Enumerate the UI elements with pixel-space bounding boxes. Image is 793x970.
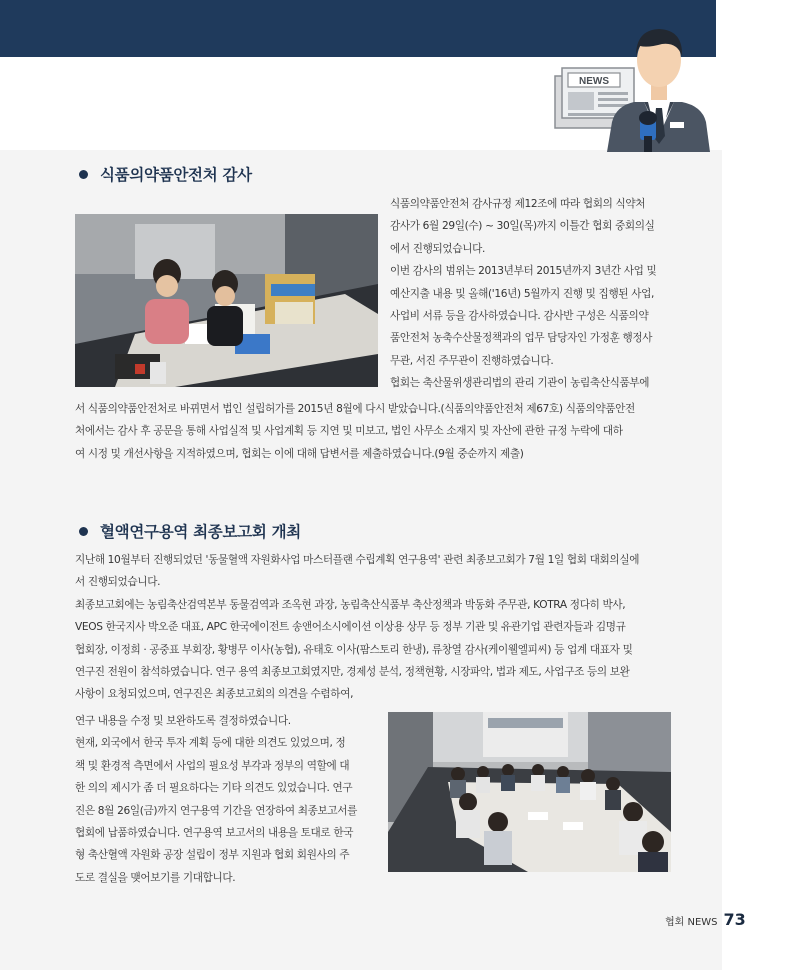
text-line: 연구 내용을 수정 및 보완하도록 결정하였습니다. bbox=[75, 715, 291, 727]
text-line: 진은 8월 26일(금)까지 연구용역 기간을 연장하여 최종보고서를 bbox=[75, 804, 358, 817]
bullet-icon bbox=[79, 527, 88, 536]
text-line: 서 식품의약품안전처로 바뀌면서 법인 설립허가를 2015년 8월에 다시 받았습니다.(식품의약품안전처 제67호) 식품의약품안전 bbox=[75, 403, 635, 415]
text-line: 한 의의 제시가 좀 더 필요하다는 기타 의견도 있었습니다. 연구 bbox=[75, 782, 353, 795]
newspaper-headline: NEWS bbox=[579, 76, 609, 87]
meeting-photo bbox=[388, 712, 671, 872]
text-line: VEOS 한국지사 박오준 대표, APC 한국에이전트 송앤어소시에이션 이상용 상무 등 정부 기관 및 유관기업 관련자들과 김명규 bbox=[75, 621, 626, 634]
text-line: 현재, 외국에서 한국 투자 계획 등에 대한 의견도 있었으며, 정 bbox=[75, 737, 346, 750]
section1-body-paragraph bbox=[75, 398, 675, 465]
text-line: 지난해 10월부터 진행되었던 '동물혈액 자원화사업 마스터플랜 수립계획 연구용역' 관련 최종보고회가 7월 1일 협회 대회의실에 bbox=[75, 554, 640, 566]
text-line: 도로 결실을 맺어보기를 기대합니다. bbox=[75, 871, 236, 884]
text-line: 이번 감사의 범위는 2013년부터 2015년까지 3년간 사업 및 bbox=[390, 265, 657, 278]
section1-title-text: 식품의약품안전처 감사 bbox=[100, 166, 252, 184]
text-line: 예산지출 내용 및 올해('16년) 5월까지 진행 및 집행된 사업, bbox=[390, 287, 655, 300]
text-line: 협회는 축산물위생관리법의 관리 기관이 농림축산식품부에 bbox=[390, 377, 650, 390]
section1-title bbox=[79, 163, 252, 185]
text-line: 협회에 납품하였습니다. 연구용역 보고서의 내용을 토대로 한국 bbox=[75, 827, 354, 840]
text-line: 사업비 서류 등을 감사하였습니다. 감사반 구성은 식품의약 bbox=[390, 310, 649, 323]
text-line: 협회장, 이정희 · 공중표 부회장, 황병무 이사(농협), 유태호 이사(팜스토리 한냉), 류창열 감사(케이웰엘피씨) 등 업계 대표자 및 bbox=[75, 643, 633, 656]
text-line: 여 시정 및 개선사항을 지적하였으며, 협회는 이에 대해 답변서를 제출하였습니다.(9월 중순까지 제출) bbox=[75, 447, 524, 460]
text-line: 처에서는 감사 후 공문을 통해 사업실적 및 사업계획 등 지연 및 미보고, 법인 사무소 소재지 및 자산에 관한 규정 누락에 대하 bbox=[75, 425, 623, 438]
page-footer bbox=[665, 910, 746, 929]
text-line: 책 및 환경적 측면에서 사업의 필요성 부각과 정부의 역할에 대 bbox=[75, 759, 350, 772]
footer-label: 협회 NEWS bbox=[665, 917, 718, 928]
bullet-icon bbox=[79, 170, 88, 179]
text-line: 연구진 전원이 참석하였습니다. 연구 용역 최종보고회였지만, 경제성 분석, 정책현황, 시장파악, 법과 제도, 사업구조 등의 보완 bbox=[75, 666, 630, 679]
text-line: 형 축산혈액 자원화 공장 설립이 정부 지원과 협회 회원사의 주 bbox=[75, 849, 350, 862]
text-line: 품안전처 농축수산물정책과의 업무 담당자인 가정훈 행정사 bbox=[390, 332, 653, 345]
text-line: 서 진행되었습니다. bbox=[75, 576, 161, 589]
section2-title-text: 혈액연구용역 최종보고회 개최 bbox=[100, 523, 301, 541]
page-number: 73 bbox=[723, 910, 746, 929]
news-reporter-illustration bbox=[552, 18, 714, 152]
audit-photo bbox=[75, 214, 378, 387]
section2-left-paragraph bbox=[75, 710, 379, 889]
section2-body-paragraph bbox=[75, 549, 675, 706]
section1-intro-paragraph bbox=[390, 193, 674, 395]
section2-title bbox=[79, 520, 301, 542]
text-line: 감사가 6월 29일(수) ~ 30일(목)까지 이틀간 협회 중회의실 bbox=[390, 220, 655, 233]
text-line: 식품의약품안전처 감사규정 제12조에 따라 협회의 식약처 bbox=[390, 198, 646, 210]
text-line: 에서 진행되었습니다. bbox=[390, 242, 485, 255]
text-line: 최종보고회에는 농림축산검역본부 동물검역과 조옥현 과장, 농림축산식품부 축산정책과 박동화 주무관, KOTRA 정다히 박사, bbox=[75, 598, 626, 611]
text-line: 무관, 서진 주무관이 진행하였습니다. bbox=[390, 354, 554, 367]
text-line: 사항이 요청되었으며, 연구진은 최종보고회의 의견을 수렴하여, bbox=[75, 688, 354, 701]
